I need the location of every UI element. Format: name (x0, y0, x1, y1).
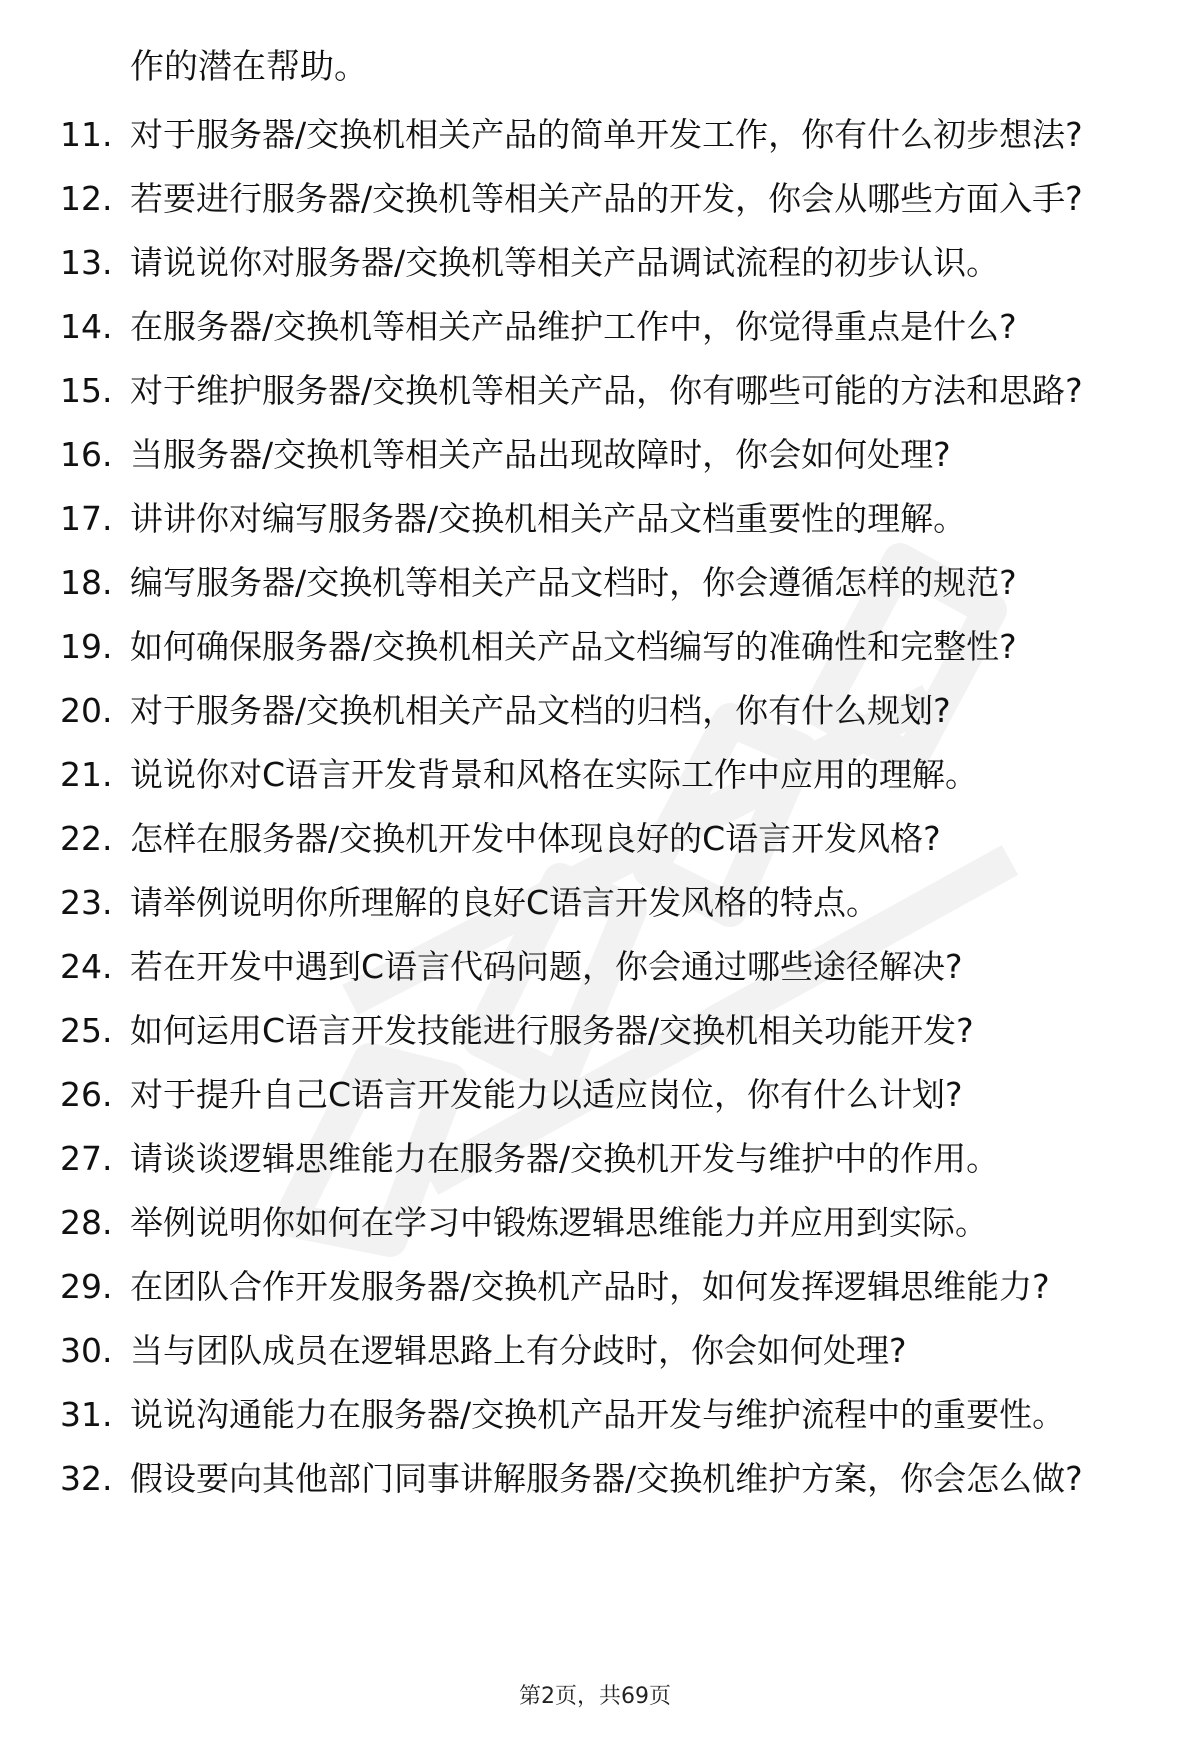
question-text: 编写服务器/交换机等相关产品文档时，你会遵循怎样的规范? (130, 563, 1017, 602)
question-text: 请谈谈逻辑思维能力在服务器/交换机开发与维护中的作用。 (130, 1139, 1000, 1178)
question-text: 若要进行服务器/交换机等相关产品的开发，你会从哪些方面入手? (130, 179, 1083, 218)
question-number: 13. (60, 243, 113, 282)
question-number: 32. (60, 1459, 113, 1498)
question-item (0, 820, 1190, 858)
question-text: 当服务器/交换机等相关产品出现故障时，你会如何处理? (130, 435, 951, 474)
question-text: 如何确保服务器/交换机相关产品文档编写的准确性和完整性? (130, 627, 1017, 666)
question-item (0, 1460, 1190, 1498)
question-number: 25. (60, 1011, 113, 1050)
question-item (0, 180, 1190, 218)
question-item (0, 884, 1190, 922)
question-number: 27. (60, 1139, 113, 1178)
question-text: 说说你对C语言开发背景和风格在实际工作中应用的理解。 (130, 755, 979, 794)
question-item (0, 1076, 1190, 1114)
question-item (0, 1332, 1190, 1370)
question-item (0, 628, 1190, 666)
question-text: 对于维护服务器/交换机等相关产品，你有哪些可能的方法和思路? (130, 371, 1083, 410)
question-item (0, 1396, 1190, 1434)
page-footer (0, 1683, 1190, 1711)
question-text: 请举例说明你所理解的良好C语言开发风格的特点。 (130, 883, 880, 922)
question-text: 在团队合作开发服务器/交换机产品时，如何发挥逻辑思维能力? (130, 1267, 1050, 1306)
question-number: 24. (60, 947, 113, 986)
question-number: 23. (60, 883, 113, 922)
question-number: 26. (60, 1075, 113, 1114)
question-number: 16. (60, 435, 113, 474)
question-item (0, 1012, 1190, 1050)
question-number: 19. (60, 627, 113, 666)
question-number: 14. (60, 307, 113, 346)
question-text: 举例说明你如何在学习中锻炼逻辑思维能力并应用到实际。 (130, 1203, 988, 1242)
continuation-text: 作的潜在帮助。 (130, 47, 368, 87)
question-text: 若在开发中遇到C语言代码问题，你会通过哪些途径解决? (130, 947, 963, 986)
question-item (0, 756, 1190, 794)
question-item (0, 1140, 1190, 1178)
question-item (0, 116, 1190, 154)
question-text: 对于提升自己C语言开发能力以适应岗位，你有什么计划? (130, 1075, 963, 1114)
question-text: 怎样在服务器/交换机开发中体现良好的C语言开发风格? (130, 819, 941, 858)
question-number: 15. (60, 371, 113, 410)
question-number: 17. (60, 499, 113, 538)
question-number: 20. (60, 691, 113, 730)
page-number-label: 第2页，共69页 (519, 1684, 671, 1709)
question-number: 11. (60, 115, 113, 154)
question-text: 说说沟通能力在服务器/交换机产品开发与维护流程中的重要性。 (130, 1395, 1066, 1434)
question-list (0, 116, 1190, 1524)
question-number: 30. (60, 1331, 113, 1370)
question-text: 如何运用C语言开发技能进行服务器/交换机相关功能开发? (130, 1011, 974, 1050)
question-text: 请说说你对服务器/交换机等相关产品调试流程的初步认识。 (130, 243, 1000, 282)
question-text: 在服务器/交换机等相关产品维护工作中，你觉得重点是什么? (130, 307, 1017, 346)
question-item (0, 564, 1190, 602)
question-item (0, 500, 1190, 538)
question-text: 假设要向其他部门同事讲解服务器/交换机维护方案，你会怎么做? (130, 1459, 1083, 1498)
question-item (0, 244, 1190, 282)
question-number: 12. (60, 179, 113, 218)
question-item (0, 1204, 1190, 1242)
question-number: 18. (60, 563, 113, 602)
question-item (0, 436, 1190, 474)
question-item (0, 308, 1190, 346)
question-text: 当与团队成员在逻辑思路上有分歧时，你会如何处理? (130, 1331, 907, 1370)
question-item (0, 948, 1190, 986)
question-text: 讲讲你对编写服务器/交换机相关产品文档重要性的理解。 (130, 499, 967, 538)
question-item (0, 692, 1190, 730)
question-number: 22. (60, 819, 113, 858)
question-number: 31. (60, 1395, 113, 1434)
question-text: 对于服务器/交换机相关产品文档的归档，你有什么规划? (130, 691, 951, 730)
question-item (0, 372, 1190, 410)
question-item (0, 1268, 1190, 1306)
question-number: 29. (60, 1267, 113, 1306)
question-text: 对于服务器/交换机相关产品的简单开发工作，你有什么初步想法? (130, 115, 1083, 154)
question-number: 21. (60, 755, 113, 794)
question-number: 28. (60, 1203, 113, 1242)
